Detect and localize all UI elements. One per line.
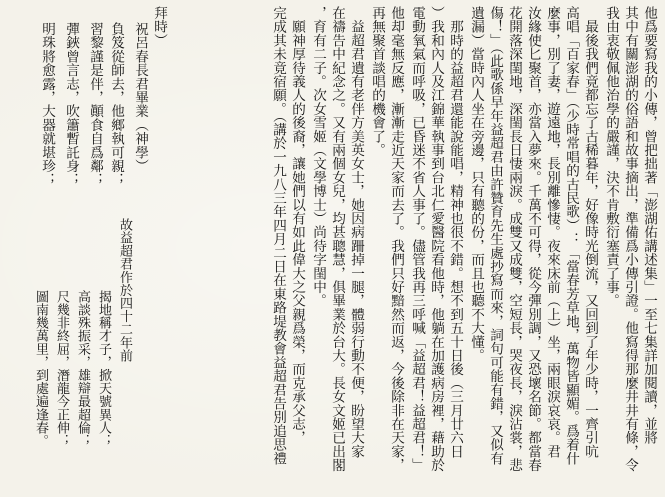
text-column-10: 遺漏）當時內人坐在旁邊，只有聽的份，而且也聽不大懂。	[468, 6, 484, 363]
text-column-2: 其中有關澎湖的俗語和故事摘出，準備爲小傳引證。他寫得那麼井井有條，令	[622, 6, 638, 472]
text-column-3: 我由衷敬佩他治學的嚴謹，決不肯敷衍塞責了事。	[603, 6, 619, 308]
poem-title: 祝呂春長君畢業（神學）	[132, 22, 148, 173]
poem-line-3: 彈鋏曾言志，吹簫暫託身；	[63, 22, 79, 187]
text-column-7: 汝緣使匕聚首，亦當入夢來。千萬不可得，從今彈別調，又恐壞名節。都當春	[525, 6, 541, 472]
text-column-1: 他爲要寫我的小傳，曾把拙著「澎湖佑講述集」一至七集詳加閱讀，並將	[641, 6, 657, 445]
text-column-9: 傷！」（此歌係早年益超君由許贊育先生處抄寫而來，詞句可能有錯，又似有	[487, 6, 503, 465]
poem-line-2: 習黎謹是伴，顚食自爲鄰；	[87, 22, 103, 187]
text-column-16: 益超君遺有老伴方美英女士，她因病跚掉一腿，體弱行動不便，盼望大家	[348, 6, 364, 459]
text-column-21: 拜時）	[151, 6, 167, 48]
text-column-17: 在禱告中紀念之。又有兩個女兒，均甚聰慧，俱畢業於台大。長女文姬已出閣	[329, 6, 345, 472]
text-column-19: 願神厚待義人的後裔，讓她們以有如此偉大之父親爲榮，而克承父志，	[289, 6, 305, 445]
closing-poem-line-3: 尺幾非終屈，潛龍今正伸；	[54, 290, 69, 448]
text-column-11: 那時的益超君還能說能唱，精神也很不錯。想不到五十日後（三月廿六日	[447, 6, 463, 459]
closing-poem-line-2: 高談殊振采，雄辯最超倫；	[75, 290, 90, 448]
poem-attribution: 故益超君作於四十二年前	[117, 218, 132, 363]
poem-line-4: 明珠將愈露，大器就堪珍；	[39, 22, 55, 187]
closing-poem-line-1: 揭地稱才子，掀天號異人；	[96, 290, 111, 448]
text-column-12: ）我和內人及江錦華執事到台北仁愛醫院看他時，他躺在加護病房裡，藉助於	[428, 6, 444, 472]
text-column-18: ，育有二子。次女雪姬（文學博士）尚待字閨中。	[310, 6, 326, 308]
closing-poem-line-4: 圖南幾萬里，到處遍逢春。	[33, 290, 48, 448]
text-column-15: 再無聚首談唱的機會了。	[369, 6, 385, 157]
text-column-20: 完成其未竟宿願。（講於一九八三年四月二日在東路堤教會益超君告別追思禮	[270, 6, 286, 465]
text-column-4: 最後我們竟都忘了古稀暮年，好像時光倒流，又回到了年少時，一齊引吭	[582, 6, 598, 459]
poem-line-1: 負笈從師去，他鄉執可親；	[108, 22, 124, 187]
text-column-14: 他却毫無反應，漸漸走近天家而去了。我們只好黯然而返，今後除非在天家，	[388, 6, 404, 472]
text-column-5: 高唱「百家春」（少時常唱的古民歌）：「當春芳草地，萬物皆顯媚。爲着什	[563, 6, 579, 465]
text-column-6: 麼事，別了妻，遊遠地，長別離慘悽。夜來床前（上）坐，兩眼淚哀哀。君	[544, 6, 560, 459]
text-column-8: 花開落深閨地，深閨長日悽兩淚。成雙又成雙，空短長，哭夜長，淚沾裳，悲	[506, 6, 522, 472]
text-column-13: 電動氧氣而呼吸，已昏迷不省人事了。儘管我再三呼喊「益超君！益超君！」	[409, 6, 425, 472]
